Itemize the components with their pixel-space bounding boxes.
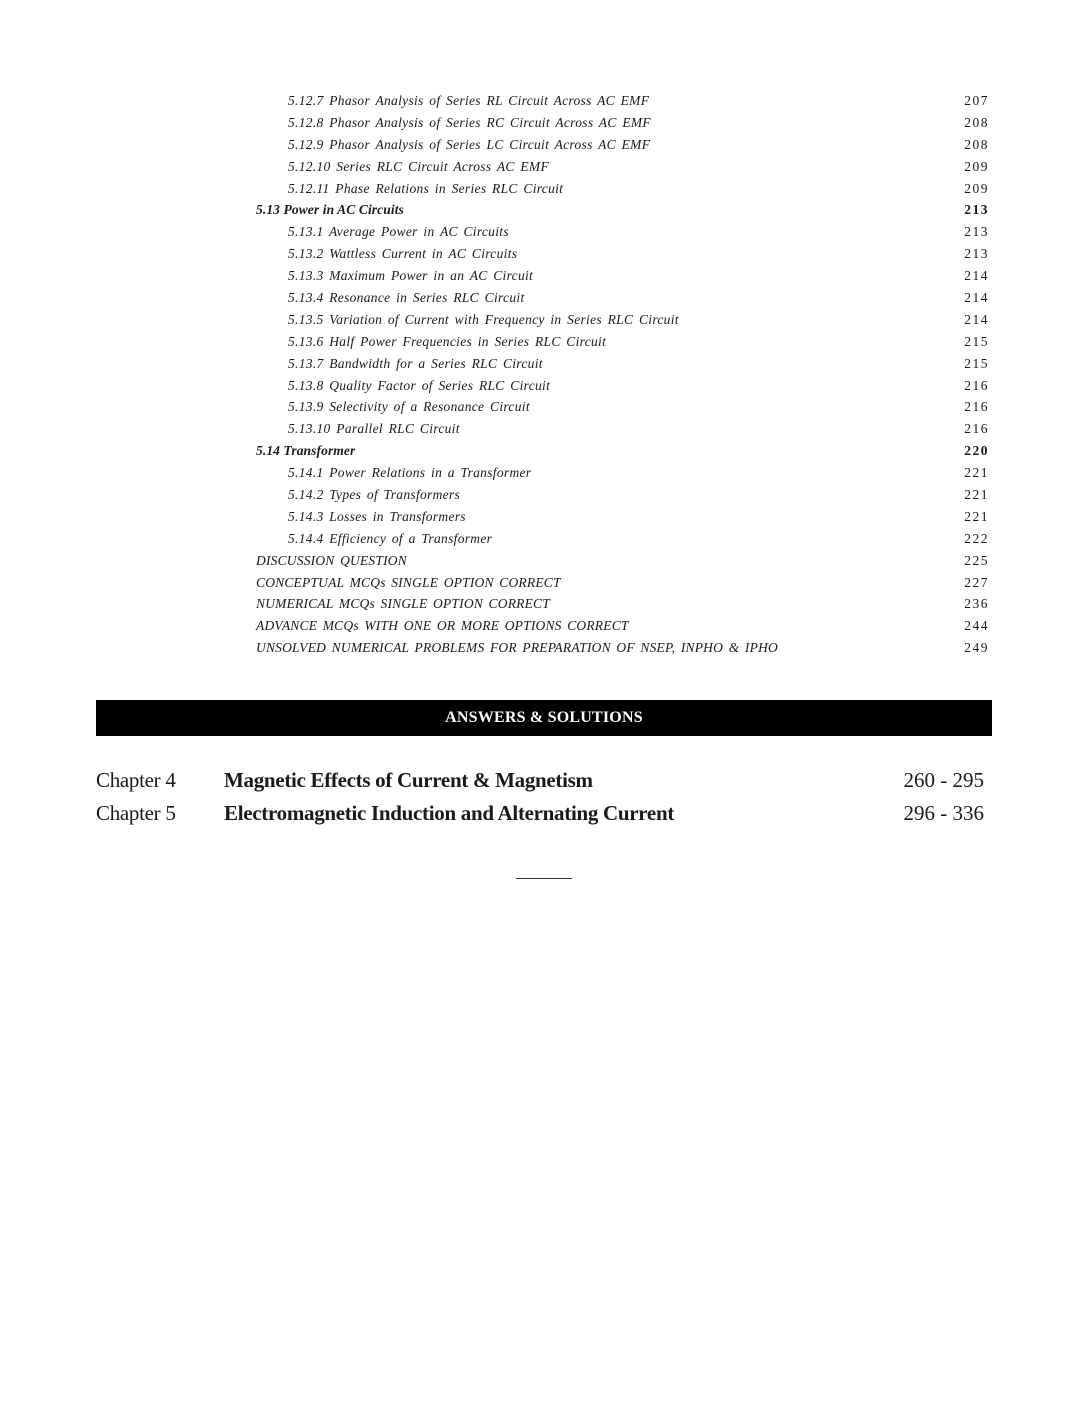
toc-entry-label: 5.14.3 Losses in Transformers: [288, 508, 466, 524]
toc-entry-label: 5.13.10 Parallel RLC Circuit: [288, 421, 460, 437]
toc-entry: [256, 356, 989, 378]
toc-entry-label: 5.12.7 Phasor Analysis of Series RL Circuit Across AC EMF: [288, 93, 650, 108]
toc-exercise-page: 244: [964, 618, 989, 634]
toc-entry-page: 221: [964, 508, 989, 524]
toc-entry-page: 216: [964, 421, 989, 437]
toc-entry-label: 5.14.2 Types of Transformers: [288, 487, 461, 503]
toc-entry-label: 5.12.8 Phasor Analysis of Series RC Circuit Across AC EMF: [288, 114, 651, 130]
toc-entry-page: 213: [964, 246, 989, 262]
toc-section-heading: [256, 443, 989, 465]
toc-entry-page: 215: [964, 333, 989, 349]
toc-entry: [256, 246, 989, 268]
toc-entry: [256, 93, 989, 115]
toc-entry-page: 216: [964, 377, 989, 393]
toc-exercise-entry: [256, 640, 989, 662]
toc-entry: [256, 159, 989, 181]
toc-entry-label: 5.13.3 Maximum Power in an AC Circuit: [288, 268, 534, 284]
page-range: 296 - 336: [903, 801, 984, 825]
toc-entry-label: 5.13.7 Bandwidth for a Series RLC Circuit: [288, 355, 543, 371]
toc-entry-page: 209: [964, 158, 989, 174]
toc-exercise-entry: [256, 553, 989, 575]
toc-entry-page: 208: [964, 114, 989, 130]
toc-entry: [256, 224, 989, 246]
toc-entry-label: 5.13.1 Average Power in AC Circuits: [288, 224, 509, 240]
toc-entry-page: 214: [964, 290, 989, 306]
toc-entry-page: 221: [964, 487, 989, 503]
toc-entry-label: 5.13.5 Variation of Current with Frequency in Series RLC Circuit: [288, 311, 679, 327]
toc-entry-label: 5.13.6 Half Power Frequencies in Series RLC Circuit: [288, 333, 607, 349]
toc-entry: [256, 181, 989, 203]
end-divider: [516, 878, 572, 879]
toc-entry-page: 213: [964, 224, 989, 240]
toc-entry: [256, 290, 989, 312]
toc-entry: [256, 268, 989, 290]
toc-section-label: 5.14 Transformer: [256, 443, 356, 459]
toc-entry: [256, 531, 989, 553]
toc-exercise-entry: [256, 596, 989, 618]
toc-exercise-entry: [256, 618, 989, 640]
chapter-number: Chapter 4: [96, 768, 176, 792]
toc-entry-label: 5.13.2 Wattless Current in AC Circuits: [288, 246, 518, 262]
toc-entry: [256, 378, 989, 400]
toc-exercise-page: 225: [964, 552, 989, 568]
toc-entry: [256, 487, 989, 509]
toc-entry: [256, 115, 989, 137]
toc-exercise-entry: [256, 575, 989, 597]
toc-section-heading: [256, 202, 989, 224]
page-range: 260 - 295: [903, 768, 984, 792]
toc-exercise-label: DISCUSSION QUESTION: [256, 552, 407, 568]
toc-exercise-label: NUMERICAL MCQs SINGLE OPTION CORRECT: [256, 596, 550, 612]
toc-section-label: 5.13 Power in AC Circuits: [256, 202, 404, 218]
toc-entry: [256, 399, 989, 421]
toc-exercise-label: CONCEPTUAL MCQs SINGLE OPTION CORRECT: [256, 574, 561, 590]
toc-entry: [256, 137, 989, 159]
toc-section-page: 213: [964, 202, 989, 218]
toc-exercise-page: 236: [964, 596, 989, 612]
toc-entry-page: 221: [964, 465, 989, 481]
toc-entry-page: 216: [964, 399, 989, 415]
toc-entry-page: 209: [964, 180, 989, 196]
toc-entry-page: 214: [964, 311, 989, 327]
toc-section-page: 220: [964, 443, 989, 459]
toc-entry-label: 5.12.11 Phase Relations in Series RLC Circuit: [288, 180, 564, 196]
toc-list: [256, 93, 989, 662]
toc-exercise-label: ADVANCE MCQs WITH ONE OR MORE OPTIONS CORRECT: [256, 618, 629, 634]
toc-entry-page: 208: [964, 136, 989, 152]
toc-entry-label: 5.13.9 Selectivity of a Resonance Circuit: [288, 399, 530, 415]
toc-entry-page: 214: [964, 268, 989, 284]
answers-chapter-row: [96, 768, 984, 801]
toc-entry-label: 5.14.4 Efficiency of a Transformer: [288, 530, 493, 546]
toc-entry-label: 5.13.4 Resonance in Series RLC Circuit: [288, 290, 525, 306]
toc-entry-label: 5.13.8 Quality Factor of Series RLC Circuit: [288, 377, 551, 393]
answers-chapter-row: [96, 801, 984, 834]
toc-entry: [256, 465, 989, 487]
toc-entry-label: 5.14.1 Power Relations in a Transformer: [288, 465, 532, 481]
toc-entry: [256, 334, 989, 356]
toc-exercise-page: 227: [964, 574, 989, 590]
toc-entry-page: 222: [964, 530, 989, 546]
toc-entry-label: 5.12.9 Phasor Analysis of Series LC Circuit Across AC EMF: [288, 136, 651, 152]
toc-entry: [256, 509, 989, 531]
toc-entry-page: 215: [964, 355, 989, 371]
toc-entry: [256, 312, 989, 334]
toc-exercise-page: 249: [964, 640, 989, 656]
chapter-number: Chapter 5: [96, 801, 176, 825]
toc-exercise-label: UNSOLVED NUMERICAL PROBLEMS FOR PREPARATION OF NSEP, INPHO & IPHO: [256, 640, 778, 656]
toc-entry-label: 5.12.10 Series RLC Circuit Across AC EMF: [288, 158, 550, 174]
banner-title: ANSWERS & SOLUTIONS: [445, 709, 643, 726]
toc-entry-page: 207: [964, 93, 989, 108]
toc-entry: [256, 421, 989, 443]
answers-list: [96, 768, 984, 834]
chapter-title: Electromagnetic Induction and Alternating Current: [224, 801, 675, 825]
chapter-title: Magnetic Effects of Current & Magnetism: [224, 768, 593, 792]
answers-solutions-banner: [96, 700, 992, 736]
